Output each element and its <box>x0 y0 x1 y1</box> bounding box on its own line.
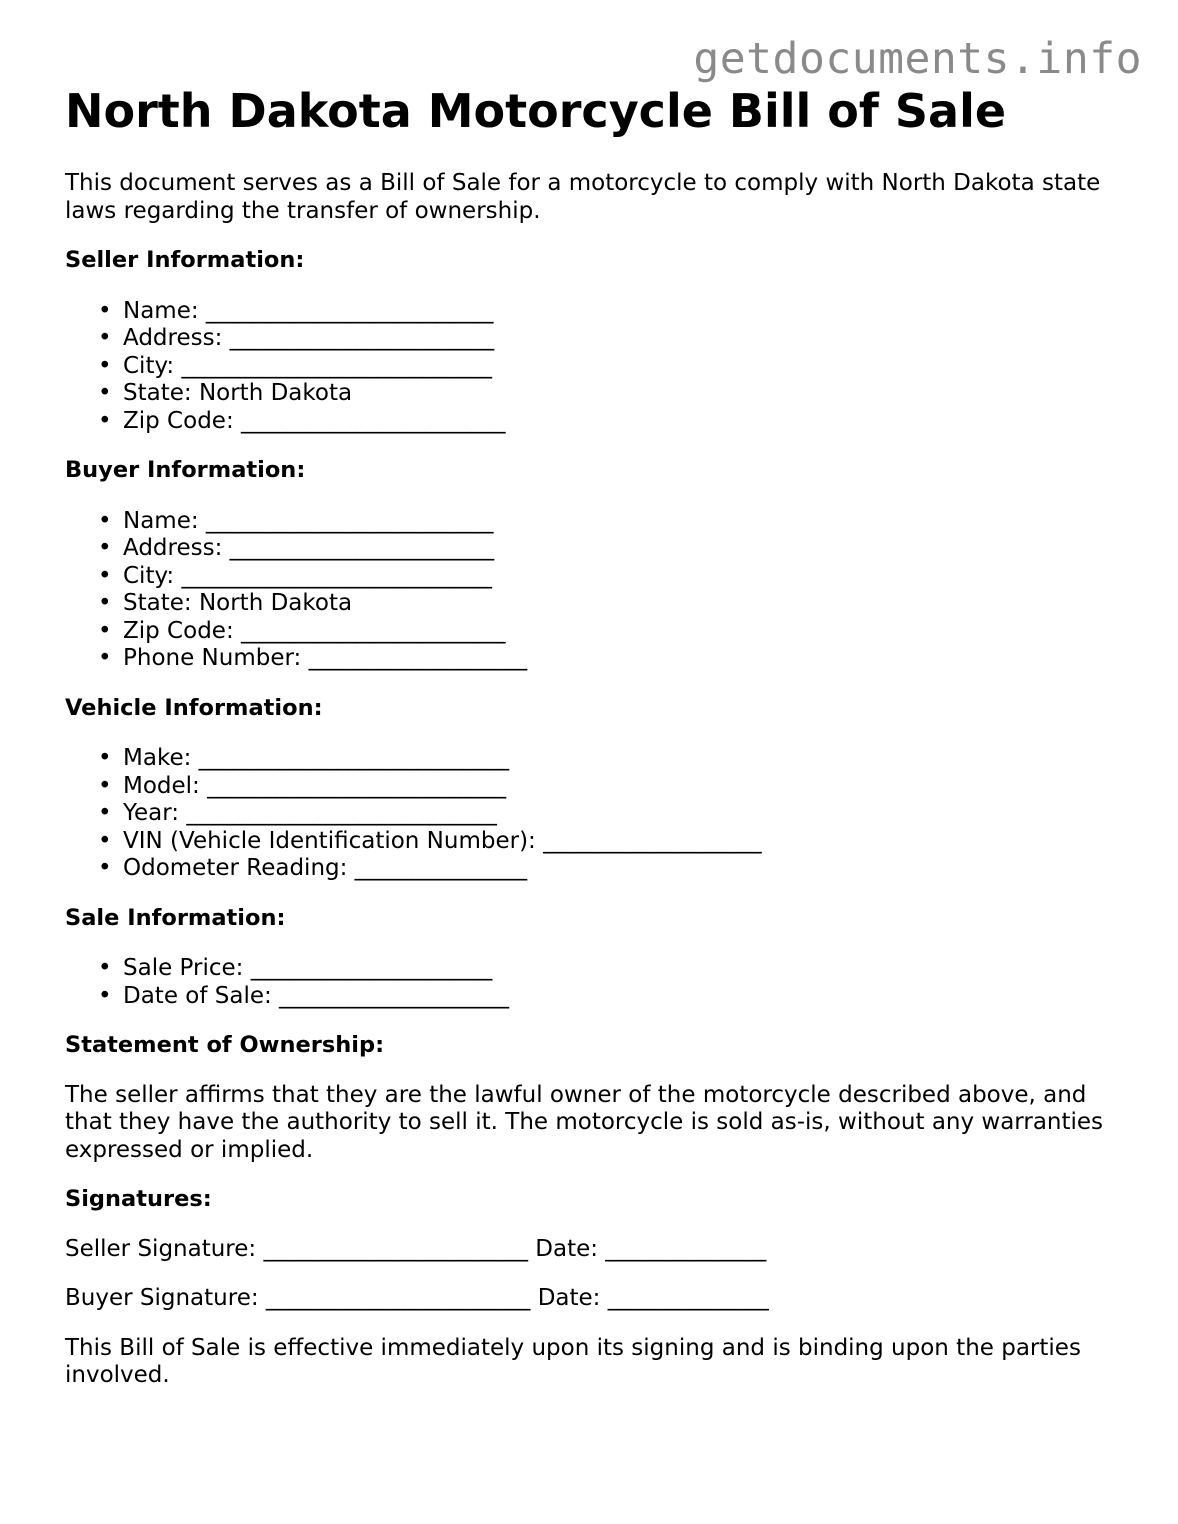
vehicle-vin-field: • VIN (Vehicle Identification Number): ___________________ <box>98 827 762 854</box>
buyer-city-field: • City: ___________________________ <box>98 562 492 589</box>
vehicle-heading: Vehicle Information: <box>65 694 323 721</box>
seller-list <box>65 298 1125 436</box>
buyer-list <box>65 508 1125 673</box>
page-title: North Dakota Motorcycle Bill of Sale <box>65 84 1007 138</box>
buyer-state-field: • State: North Dakota <box>98 590 353 616</box>
seller-signature-line: Seller Signature: _______________________ Date: ______________ <box>65 1235 767 1262</box>
seller-name-field: • Name: _________________________ <box>98 297 494 324</box>
buyer-signature-line: Buyer Signature: _______________________ Date: ______________ <box>65 1285 769 1311</box>
seller-address-field: • Address: _______________________ <box>98 325 495 351</box>
vehicle-make-field: • Make: ___________________________ <box>98 745 510 771</box>
seller-state-field: • State: North Dakota <box>98 380 353 406</box>
buyer-address-field: • Address: _______________________ <box>98 535 495 561</box>
closing-paragraph: This Bill of Sale is effective immediately upon its signing and is binding upon the parties involved. <box>65 1334 1081 1388</box>
document-page <box>65 84 1125 1390</box>
vehicle-model-field: • Model: __________________________ <box>98 772 507 799</box>
seller-zip-field: • Zip Code: _______________________ <box>98 407 506 434</box>
ownership-heading: Statement of Ownership: <box>65 1032 385 1058</box>
vehicle-list <box>65 745 1125 883</box>
seller-heading: Seller Information: <box>65 247 305 273</box>
buyer-heading: Buyer Information: <box>65 457 306 483</box>
vehicle-odometer-field: • Odometer Reading: _______________ <box>98 855 528 881</box>
sale-price-field: • Sale Price: _____________________ <box>98 955 493 981</box>
sale-heading: Sale Information: <box>65 904 286 931</box>
buyer-zip-field: • Zip Code: _______________________ <box>98 617 506 644</box>
sale-list <box>65 955 1125 1010</box>
watermark: getdocuments.info <box>693 34 1142 84</box>
sale-date-field: • Date of Sale: ____________________ <box>98 982 510 1009</box>
seller-city-field: • City: ___________________________ <box>98 352 492 379</box>
ownership-statement: The seller affirms that they are the lawful owner of the motorcycle described above, and that they have the authority to sell it. The motorcycle is sold as-is, without any warranties expressed or implied. <box>65 1081 1104 1163</box>
vehicle-year-field: • Year: ___________________________ <box>98 800 497 826</box>
intro-paragraph: This document serves as a Bill of Sale for a motorcycle to comply with North Dakota state laws regarding the transfer of ownership. <box>65 170 1101 224</box>
buyer-name-field: • Name: _________________________ <box>98 507 494 534</box>
buyer-phone-field: • Phone Number: ___________________ <box>98 645 528 671</box>
signatures-heading: Signatures: <box>65 1186 212 1212</box>
